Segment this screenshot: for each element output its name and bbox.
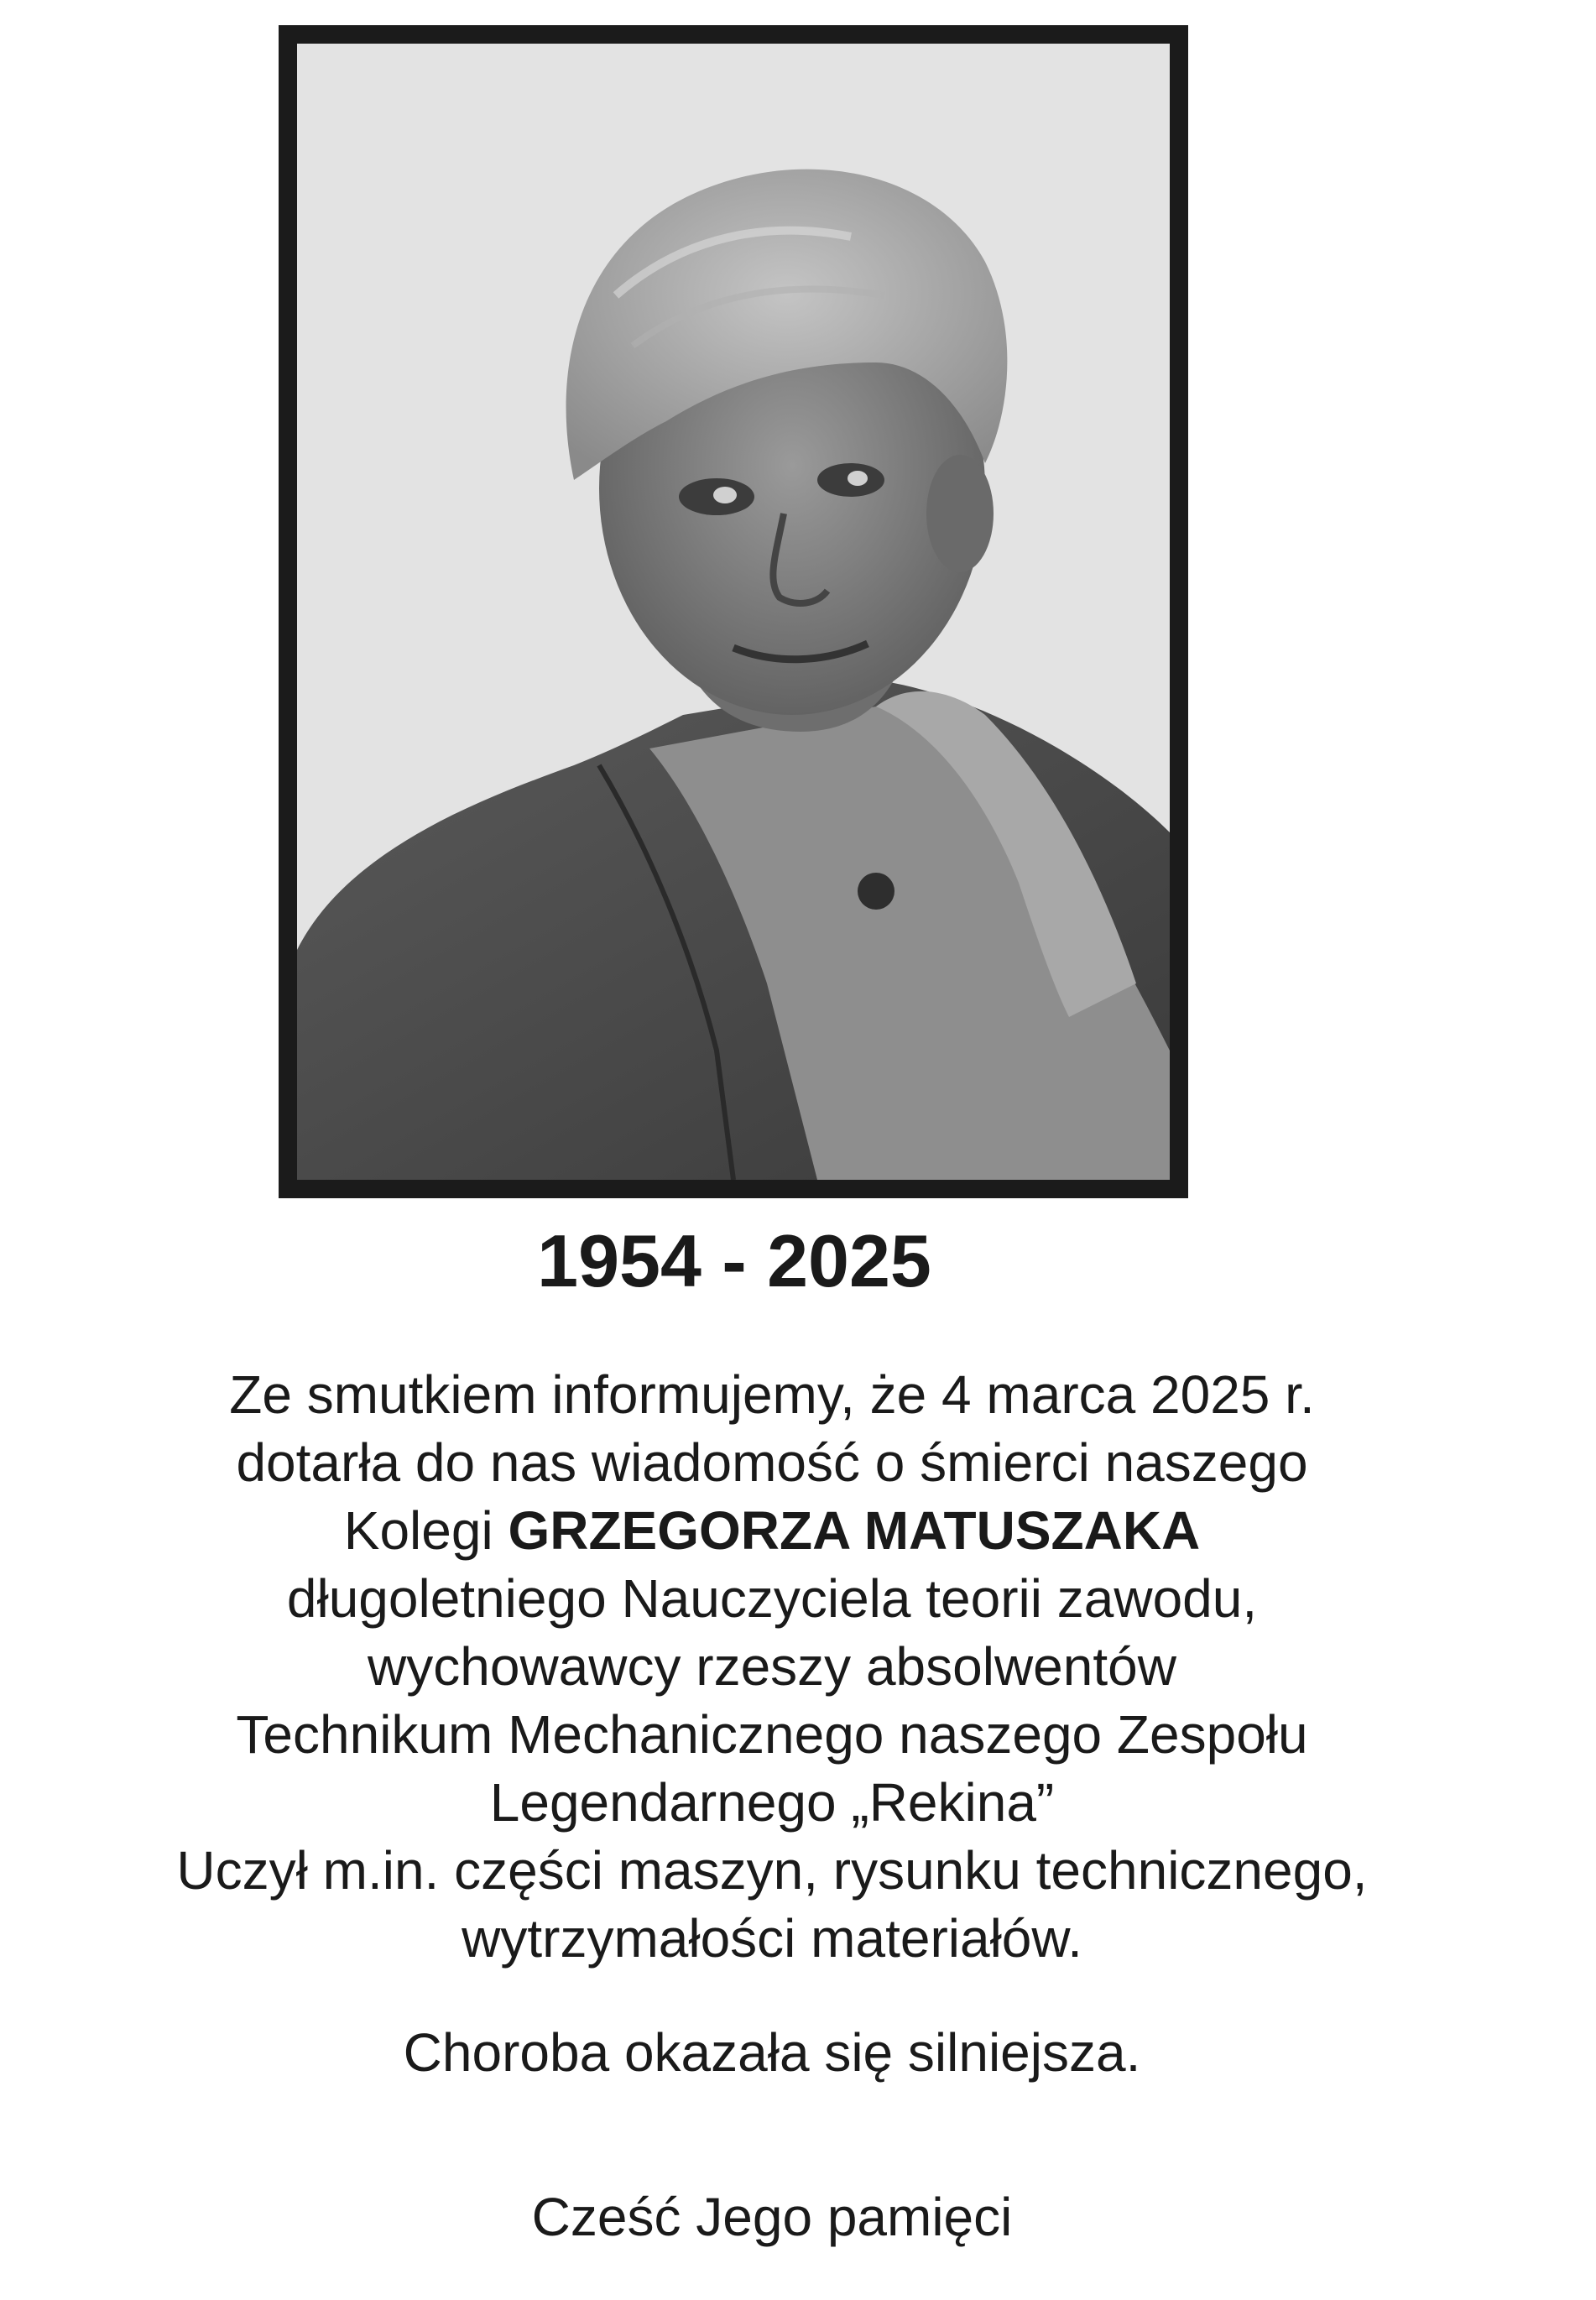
name-prefix: Kolegi [343,1500,509,1561]
announcement-line-7: Legendarnego „Rekina” [489,1772,1055,1833]
announcement-line-4: długoletniego Nauczyciela teorii zawodu, [286,1568,1258,1629]
portrait-photo [297,44,1170,1180]
portrait-frame [279,25,1188,1198]
closing-illness: Choroba okazała się silniejsza. [403,2022,1141,2083]
announcement-line-2: dotarła do nas wiadomość o śmierci naszego [236,1432,1308,1493]
announcement-line-8: Uczył m.in. części maszyn, rysunku technicznego, [176,1840,1368,1901]
announcement-line-6: Technikum Mechanicznego naszego Zespołu [236,1704,1308,1765]
announcement-text [0,1361,1544,1973]
announcement-line-1: Ze smutkiem informujemy, że 4 marca 2025 r. [229,1364,1315,1425]
life-years: 1954 - 2025 [537,1219,931,1302]
announcement-line-9: wytrzymałości materiałów. [462,1908,1082,1969]
announcement-line-3 [0,1497,1544,1565]
portrait-illustration [297,44,1170,1180]
closing-memory: Cześć Jego pamięci [531,2187,1013,2247]
deceased-name: GRZEGORZA MATUSZAKA [508,1500,1201,1561]
announcement-line-5: wychowawcy rzeszy absolwentów [368,1636,1176,1697]
